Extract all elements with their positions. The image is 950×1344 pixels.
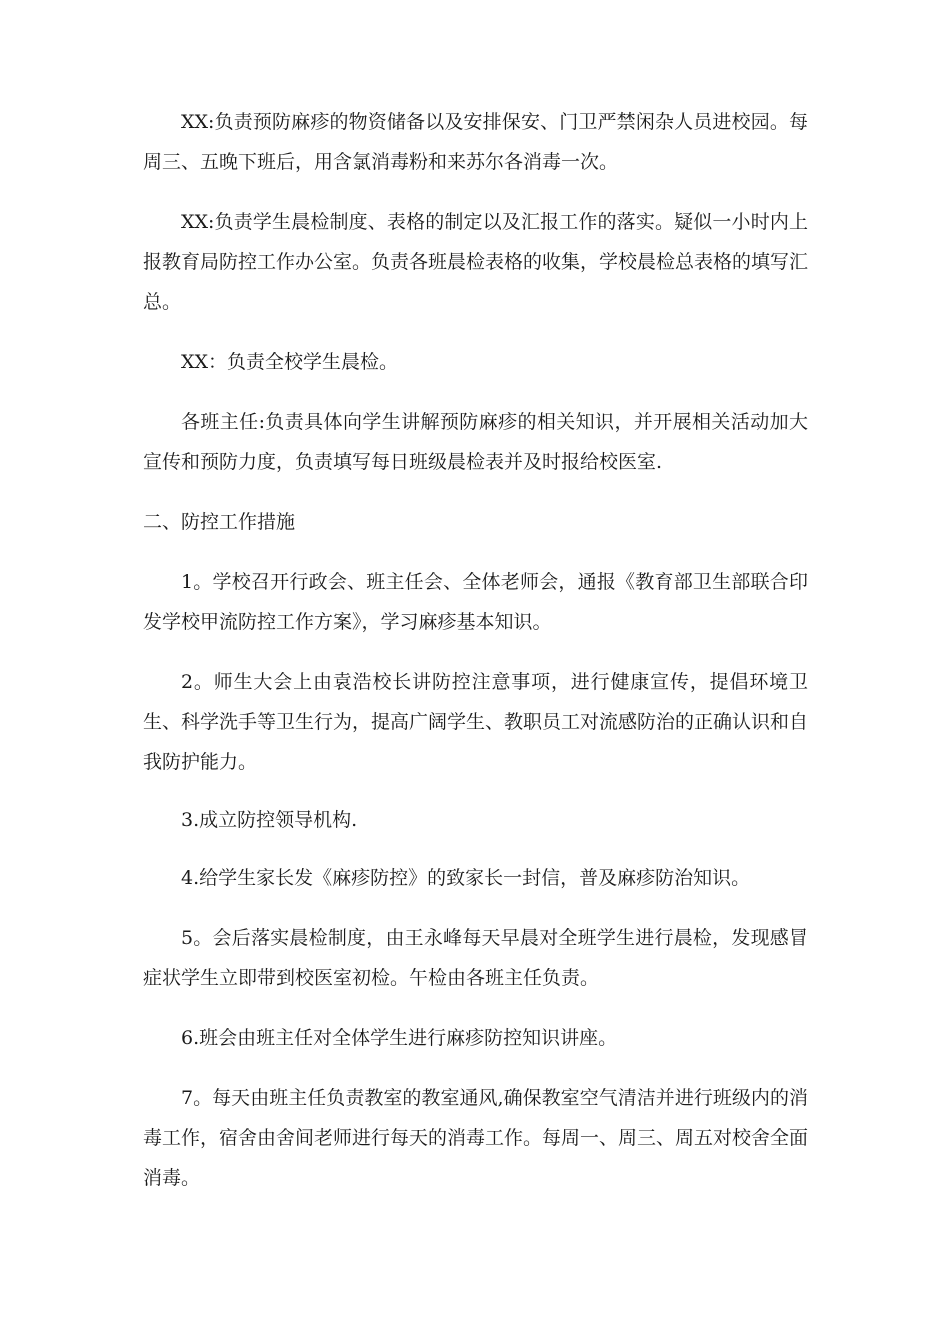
list-item-1: 1。学校召开行政会、班主任会、全体老师会，通报《教育部卫生部联合印发学校甲流防控工作方案》，学习麻疹基本知识。 <box>143 571 808 633</box>
list-item-6: 6.班会由班主任对全体学生进行麻疹防控知识讲座。 <box>181 1027 618 1049</box>
section-heading-measures: 二、防控工作措施 <box>143 511 296 533</box>
list-item-7: 7。每天由班主任负责教室的教室通风,确保教室空气清洁并进行班级内的消毒工作，宿舍由舍间老师进行每天的消毒工作。每周一、周三、周五对校舍全面消毒。 <box>143 1087 809 1189</box>
paragraph-morning-check-system: XX:负责学生晨检制度、表格的制定以及汇报工作的落实。疑似一小时内上报教育局防控工作办公室。负责各班晨检表格的收集，学校晨检总表格的填写汇总。 <box>143 211 809 313</box>
paragraph-class-teacher-duty: 各班主任:负责具体向学生讲解预防麻疹的相关知识，并开展相关活动加大宣传和预防力度，负责填写每日班级晨检表并及时报给校医室. <box>143 411 808 473</box>
list-item-4: 4.给学生家长发《麻疹防控》的致家长一封信，普及麻疹防治知识。 <box>181 867 751 889</box>
paragraph-supplies-responsibility: XX:负责预防麻疹的物资储备以及安排保安、门卫严禁闲杂人员进校园。每周三、五晚下班后，用含氯消毒粉和来苏尔各消毒一次。 <box>143 111 808 173</box>
list-item-2: 2。师生大会上由袁浩校长讲防控注意事项，进行健康宣传，提倡环境卫生、科学洗手等卫生行为，提高广阔学生、教职员工对流感防治的正确认识和自我防护能力。 <box>143 671 809 773</box>
list-item-5: 5。会后落实晨检制度，由王永峰每天早晨对全班学生进行晨检，发现感冒症状学生立即带到校医室初检。午检由各班主任负责。 <box>143 927 808 989</box>
list-item-3: 3.成立防控领导机构. <box>181 809 358 831</box>
paragraph-school-morning-check: XX：负责全校学生晨检。 <box>181 351 399 373</box>
